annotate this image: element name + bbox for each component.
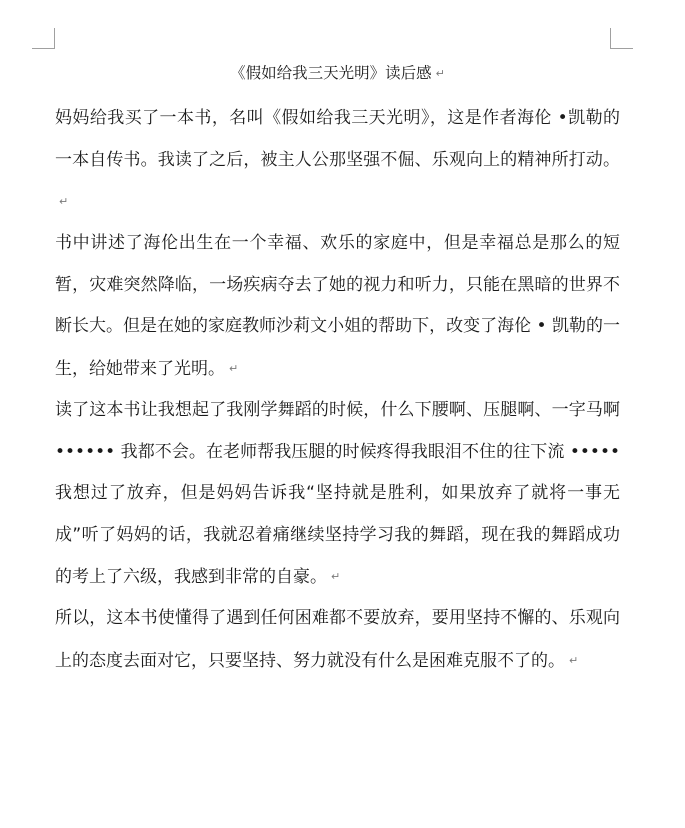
paragraph-3 — [55, 390, 620, 598]
paragraph-text: 书中讲述了海伦出生在一个幸福、欢乐的家庭中，但是幸福总是那么的短暂，灾难突然降临，一场疾病夺去了她的视力和听力，只能在黑暗的世界不断长大。但是在她的家庭教师沙莉文小姐的帮助下，改变了海伦 • 凯勒的一生，给她带来了光明。 — [55, 233, 620, 379]
paragraph-text: 读了这本书让我想起了我刚学舞蹈的时候，什么下腰啊、压腿啊、一字马啊 •••••• 我都不会。在老师帮我压腿的时候疼得我眼泪不住的往下流 ••••• 我想过了放弃，但是妈妈告诉我“坚持就是胜利，如果放弃了就将一事无成”听了妈妈的话，我就忍着痛继续坚持学习我的舞蹈，现在我的舞蹈成功的考上了六级，我感到非常的自豪。 — [55, 400, 620, 587]
margin-corner-top-right — [610, 28, 633, 49]
paragraph-mark-icon: ↵ — [59, 195, 69, 208]
paragraph-mark-icon: ↵ — [435, 66, 445, 80]
paragraph-1 — [55, 98, 620, 223]
paragraph-mark-icon: ↵ — [229, 361, 239, 375]
paragraph-text: 所以，这本书使懂得了遇到任何困难都不要放弃，要用坚持不懈的、乐观向上的态度去面对它，只要坚持、努力就没有什么是困难克服不了的。 — [55, 608, 620, 671]
paragraph-mark-icon: ↵ — [569, 653, 579, 667]
paragraph-2 — [55, 223, 620, 390]
margin-corner-top-left — [32, 28, 55, 49]
paragraph-4 — [55, 598, 620, 682]
paragraph-text: 妈妈给我买了一本书，名叫《假如给我三天光明》，这是作者海伦 •凯勒的一本自传书。我读了之后，被主人公那坚强不倔、乐观向上的精神所打动。 — [55, 108, 620, 170]
paragraph-mark-icon: ↵ — [331, 570, 341, 583]
document-title — [55, 58, 620, 88]
document-title-text: 《假如给我三天光明》读后感 — [230, 64, 432, 82]
document-body[interactable] — [55, 58, 620, 682]
